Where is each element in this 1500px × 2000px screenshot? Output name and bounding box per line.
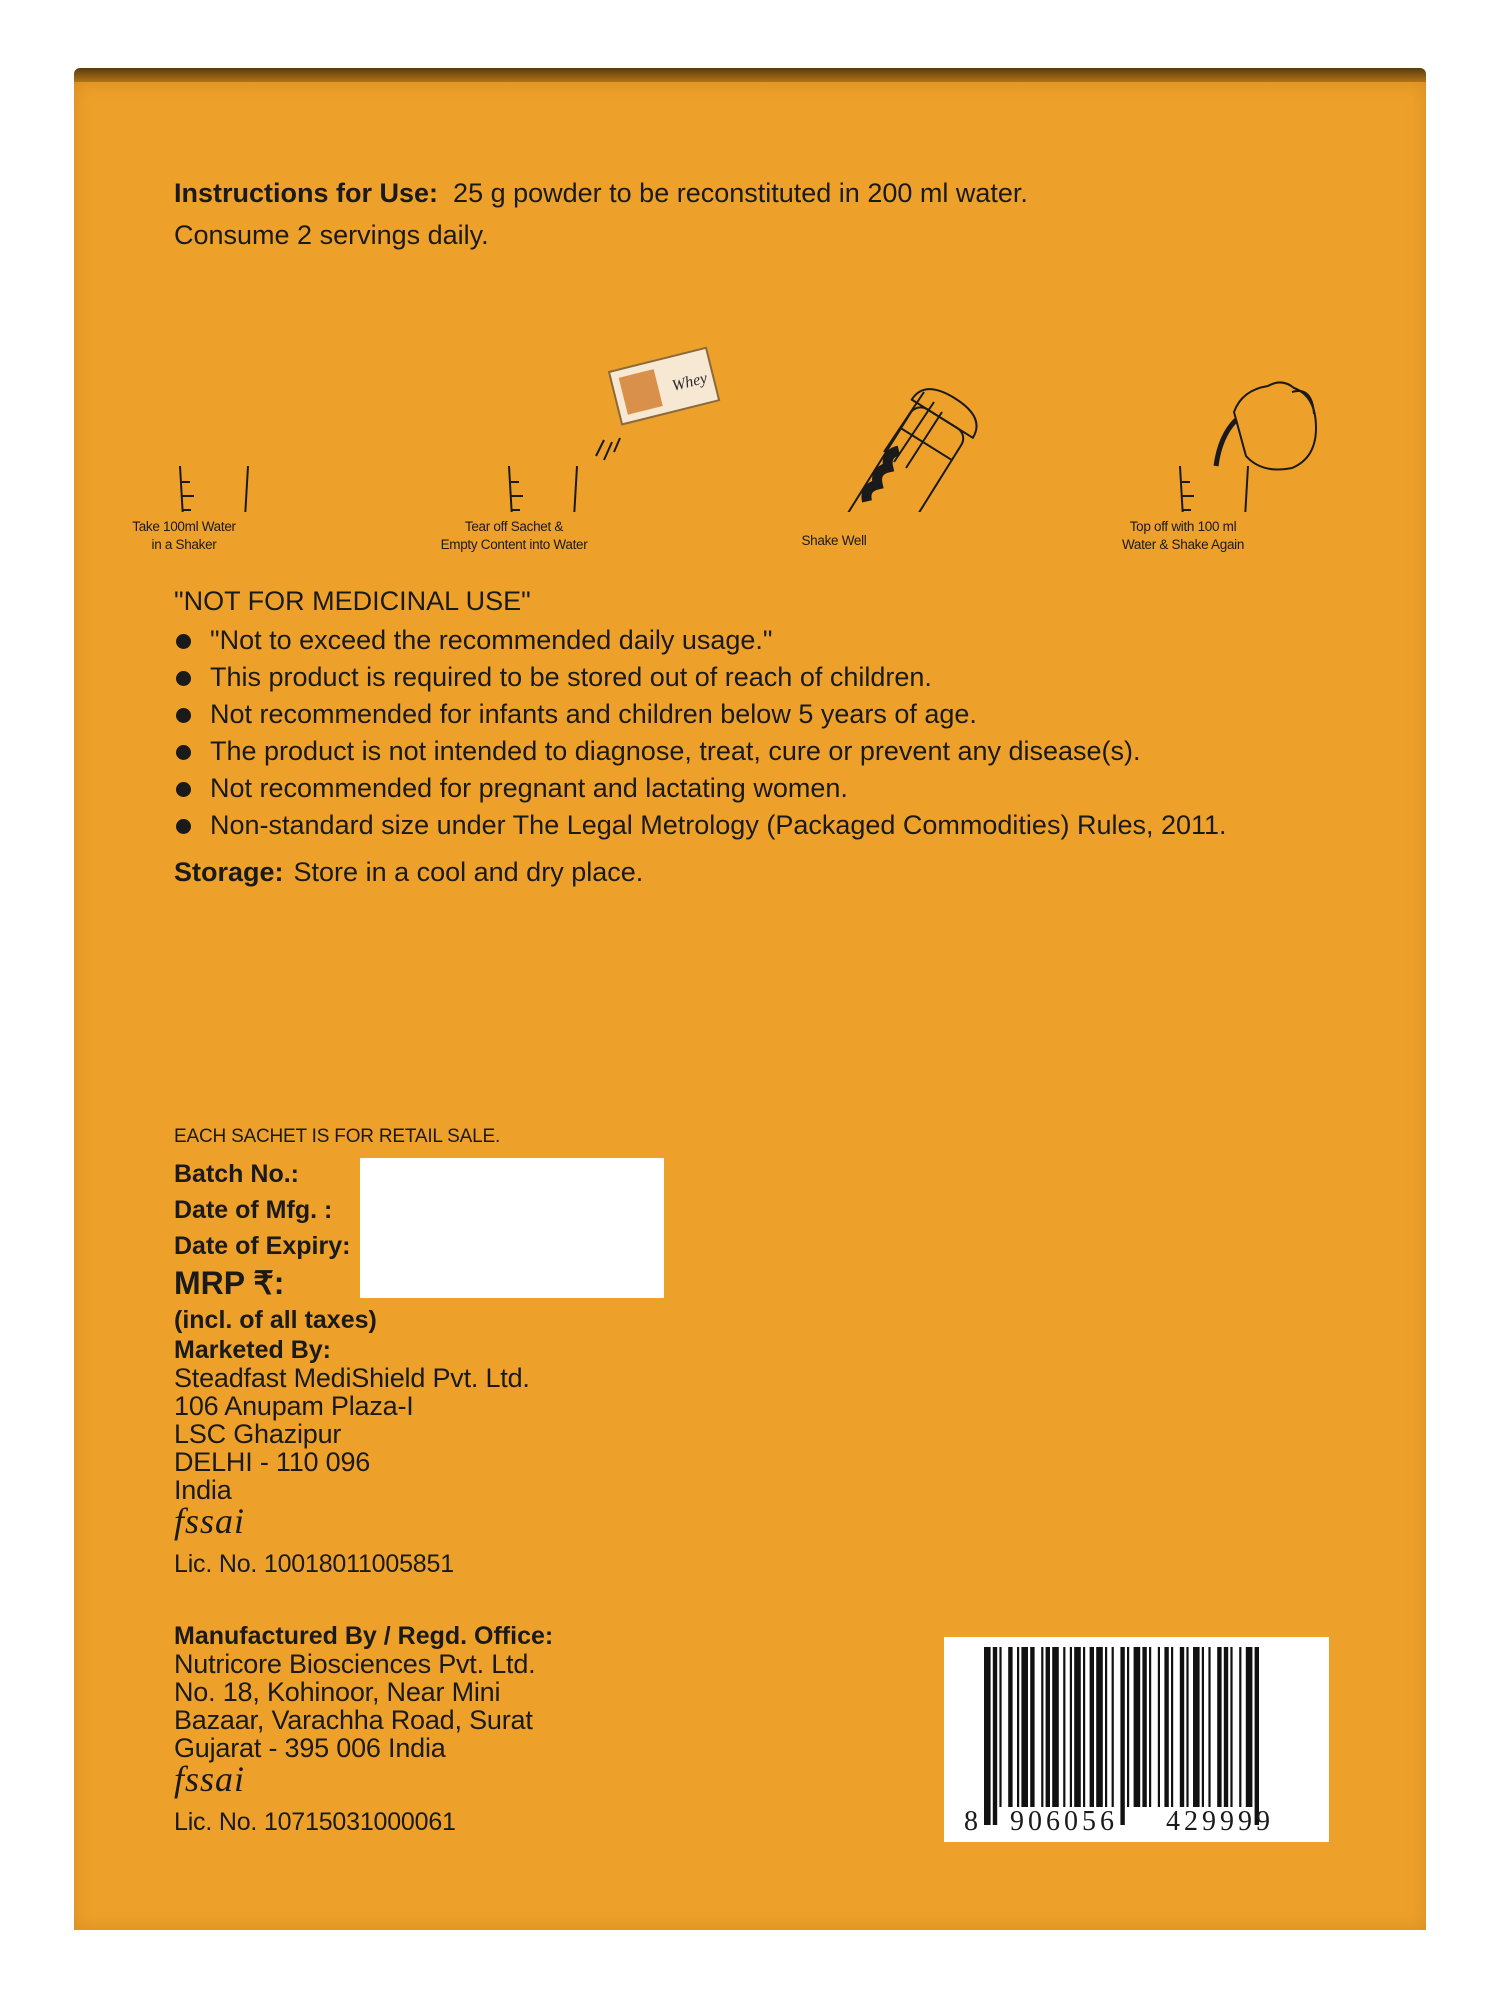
warning-list xyxy=(174,622,1227,844)
step-caption-line: Shake Well xyxy=(801,533,867,548)
warning-heading: "NOT FOR MEDICINAL USE" xyxy=(174,586,531,616)
barcode-digit-first: 8 xyxy=(964,1806,978,1837)
barcode-bar xyxy=(1230,1647,1232,1807)
batch-info-box xyxy=(360,1158,664,1298)
address-line: Nutricore Biosciences Pvt. Ltd. xyxy=(174,1649,536,1679)
address-line: DELHI - 110 096 xyxy=(174,1447,371,1477)
barcode-digits-right: 429999 xyxy=(1166,1806,1274,1837)
address-line: 106 Anupam Plaza-I xyxy=(174,1391,414,1421)
mfg-date-label: Date of Mfg. : xyxy=(174,1196,333,1224)
expiry-date-label: Date of Expiry: xyxy=(174,1232,351,1260)
barcode-bar xyxy=(1186,1647,1188,1807)
address-line: No. 18, Kohinoor, Near Mini xyxy=(174,1677,501,1707)
barcode-bar xyxy=(1074,1647,1081,1807)
warning-item: "Not to exceed the recommended daily usage." xyxy=(174,622,1227,659)
barcode-bar xyxy=(1112,1647,1114,1807)
barcode-bar xyxy=(999,1647,1001,1807)
warning-item: Non-standard size under The Legal Metrology (Packaged Commodities) Rules, 2011. xyxy=(174,807,1227,844)
barcode-bar xyxy=(1208,1647,1210,1807)
address-line: Steadfast MediShield Pvt. Ltd. xyxy=(174,1363,530,1393)
barcode-digits-left: 906056 xyxy=(1010,1806,1118,1837)
instructions-line2: Consume 2 servings daily. xyxy=(174,220,489,250)
barcode-bar xyxy=(1171,1647,1173,1807)
manufacturer-license: Lic. No. 10715031000061 xyxy=(174,1808,456,1836)
warning-item: This product is required to be stored out of reach of children. xyxy=(174,659,1227,696)
barcode-bar xyxy=(1120,1647,1124,1825)
glass-icon xyxy=(180,466,248,512)
barcode-bar xyxy=(1239,1647,1241,1807)
barcode-bar xyxy=(1096,1647,1103,1807)
shaker-bottle-icon xyxy=(816,379,985,512)
barcode-bar xyxy=(1017,1647,1019,1807)
barcode-bar xyxy=(993,1647,997,1825)
marketer-label: Marketed By: xyxy=(174,1336,331,1364)
barcode-bar xyxy=(984,1647,991,1825)
step-caption-line: in a Shaker xyxy=(151,537,217,552)
manufacturer-label: Manufactured By / Regd. Office: xyxy=(174,1622,554,1650)
step-4-caption xyxy=(1073,518,1293,554)
step-3-caption xyxy=(724,532,944,550)
instructions-text: 25 g powder to be reconstituted in 200 ml water. xyxy=(453,178,1028,208)
barcode-bar xyxy=(1193,1647,1200,1807)
step-caption-line: Tear off Sachet & xyxy=(464,519,564,534)
sachet-brand: Whey xyxy=(670,369,709,395)
marketer-address xyxy=(174,1364,530,1504)
barcode-bar xyxy=(1164,1647,1168,1807)
steps-illustration xyxy=(164,262,1364,512)
barcode-bar xyxy=(1052,1647,1059,1807)
address-line: Bazaar, Varachha Road, Surat xyxy=(174,1705,533,1735)
sachet-icon xyxy=(609,348,719,425)
step-1-caption xyxy=(74,518,294,554)
step-caption-line: Take 100ml Water xyxy=(132,519,236,534)
instructions xyxy=(174,172,1028,256)
motion-lines-icon xyxy=(774,392,942,512)
barcode-bar xyxy=(1063,1647,1065,1807)
warning-item: The product is not intended to diagnose, treat, cure or prevent any disease(s). xyxy=(174,733,1227,770)
address-line: India xyxy=(174,1475,232,1505)
package-panel xyxy=(74,82,1426,1930)
warning-item: Not recommended for infants and children below 5 years of age. xyxy=(174,696,1227,733)
barcode-bar xyxy=(1021,1647,1028,1807)
warning-item: Not recommended for pregnant and lactating women. xyxy=(174,770,1227,807)
address-line: Gujarat - 395 006 India xyxy=(174,1733,446,1763)
step-caption-line: Empty Content into Water xyxy=(440,537,588,552)
fssai-logo: fssai xyxy=(174,1501,246,1541)
glass-icon xyxy=(509,466,577,512)
barcode-bar xyxy=(1008,1647,1012,1807)
barcode-bar xyxy=(1224,1647,1228,1807)
barcode-bar xyxy=(1046,1647,1050,1807)
storage-label: Storage: xyxy=(174,857,284,887)
barcode-bar xyxy=(1083,1647,1085,1807)
batch-no-label: Batch No.: xyxy=(174,1160,299,1188)
taxes-note: (incl. of all taxes) xyxy=(174,1306,377,1334)
instructions-label: Instructions for Use: xyxy=(174,178,439,208)
storage-text: Store in a cool and dry place. xyxy=(293,857,644,887)
barcode-bar xyxy=(1090,1647,1094,1807)
barcode-bar xyxy=(1041,1647,1043,1807)
barcode-bar xyxy=(1142,1647,1146,1807)
barcode-bar xyxy=(1030,1647,1034,1807)
barcode-bar xyxy=(1149,1647,1151,1807)
step-2-caption xyxy=(404,518,624,554)
manufacturer-address xyxy=(174,1650,535,1762)
storage xyxy=(174,857,643,888)
barcode-bar xyxy=(1134,1647,1141,1807)
fssai-logo: fssai xyxy=(174,1759,246,1799)
retail-note: EACH SACHET IS FOR RETAIL SALE. xyxy=(174,1126,501,1147)
barcode-bar xyxy=(1127,1647,1129,1807)
address-line: LSC Ghazipur xyxy=(174,1419,342,1449)
jug-icon xyxy=(1234,382,1316,469)
step-caption-line: Top off with 100 ml xyxy=(1129,519,1237,534)
step-caption-line: Water & Shake Again xyxy=(1121,537,1245,552)
barcode xyxy=(944,1637,1329,1842)
barcode-bar xyxy=(1158,1647,1160,1807)
glass-icon xyxy=(1180,420,1248,512)
barcode-bar xyxy=(1255,1647,1259,1825)
barcode-bar xyxy=(1105,1647,1107,1807)
barcode-bar xyxy=(1180,1647,1184,1807)
barcode-bar xyxy=(1070,1647,1072,1807)
barcode-bar xyxy=(1217,1647,1221,1807)
marketer-license: Lic. No. 10018011005851 xyxy=(174,1550,454,1578)
barcode-bar xyxy=(1246,1647,1253,1807)
mrp-label: MRP ₹: xyxy=(174,1265,285,1301)
barcode-bar xyxy=(1202,1647,1204,1807)
powder-stream-icon xyxy=(596,438,620,460)
